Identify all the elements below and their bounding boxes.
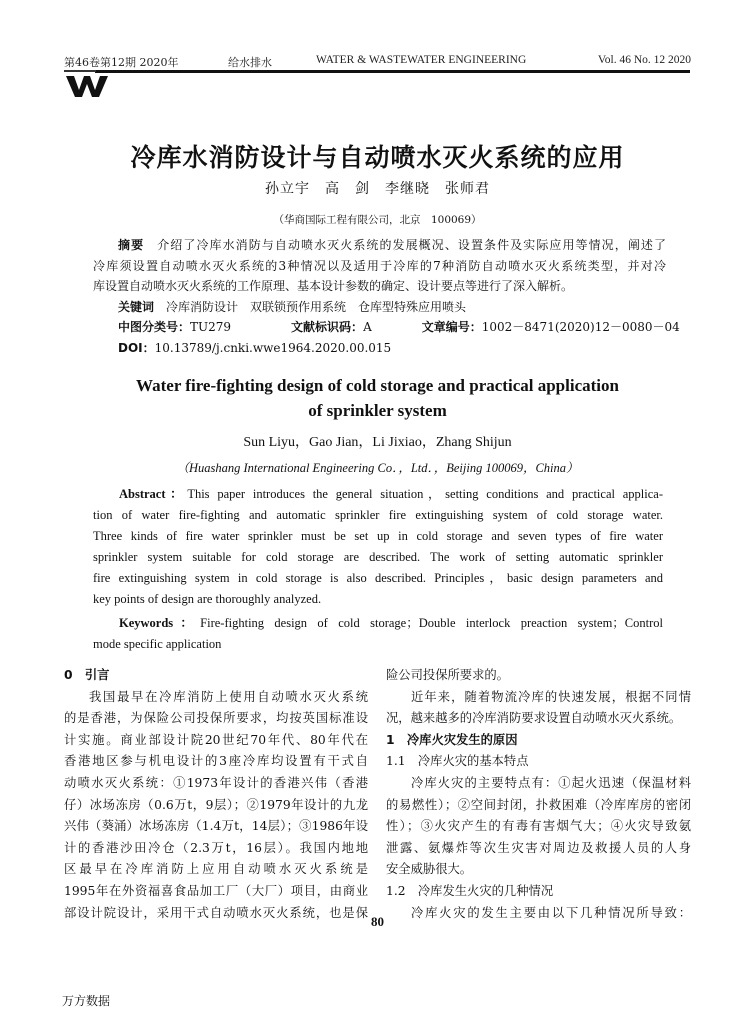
body-line: 仔）冰场冻房（0.6万t，9层）；②1979年设计的九龙 — [64, 797, 368, 812]
body-left-column — [64, 665, 368, 924]
doc-code-value: A — [363, 320, 372, 334]
body-line: 险公司投保所要求的。 — [386, 668, 509, 682]
section-heading: 0 引言 — [64, 668, 110, 682]
abstract-cn-label: 摘要 — [118, 238, 145, 252]
header-journal-en: WATER & WASTEWATER ENGINEERING — [316, 54, 527, 66]
abstract-en-line: key points of design are thoroughly analyzed. — [93, 592, 322, 606]
abstract-cn-line: 介绍了冷库水消防与自动喷水灭火系统的发展概况、设置条件及实际应用等情况，阐述了 — [157, 238, 666, 252]
abstract-en-label: Abstract： — [119, 487, 188, 501]
title-en-line: of sprinkler system — [308, 401, 447, 420]
header-volume: 第46卷第12期 2020年 — [64, 56, 179, 69]
abstract-cn-line: 冷库须设置自动喷水灭火系统的3种情况以及适用于冷库的7种消防自动喷水灭火系统类型，并对冷 — [93, 258, 666, 273]
classification-line — [93, 317, 680, 338]
abstract-en-line: Three kinds of fire water sprinkler must be set up in cold storage and seven types of fire water — [93, 529, 663, 543]
body-line: 计实施。商业部设计院20世纪70年代、80年代在 — [64, 732, 368, 747]
journal-logo-icon — [64, 70, 118, 98]
affiliation-en: （Huashang International Engineering Co．，Ltd．，Beijing 100069，China） — [176, 461, 579, 475]
body-line: 区最早在冷库消防上应用自动喷水灭火系统是 — [64, 862, 368, 877]
abstract-en-line: tion of water fire-fighting and automatic sprinkler fire extinguishing system of cold storage water. — [93, 508, 663, 522]
article-no-value: 1002－8471(2020)12－0080－04 — [481, 320, 680, 334]
abstract-en — [93, 484, 663, 655]
clc-label: 中图分类号： — [118, 320, 191, 334]
header-rule — [95, 70, 690, 73]
body-line: 香港地区参与机电设计的3座冷库均设置有干式自 — [64, 754, 368, 769]
header-journal-cn: 给水排水 — [228, 56, 272, 69]
keywords-en-label: Keywords： — [119, 616, 201, 630]
abstract-cn-line: 库设置自动喷水灭火系统的工作原理、基本设计参数的确定、设计要点等进行了深入解析。 — [93, 279, 574, 293]
body-line: 泄露、氨爆炸等次生灾害对周边及救援人员的人身 — [386, 840, 691, 855]
abstract-en-line: This paper introduces the general situation，setting conditions and practical applica- — [187, 487, 663, 501]
section-heading: 1 冷库火灾发生的原因 — [386, 732, 518, 747]
abstract-en-line: fire extinguishing system in cold storage is also described. Principles，basic design parameters and — [93, 571, 663, 585]
doi-line — [93, 338, 666, 359]
keywords-cn-value: 冷库消防设计 双联锁预作用系统 仓库型特殊应用喷头 — [166, 299, 467, 314]
affiliation-cn: （华商国际工程有限公司，北京 100069） — [273, 214, 482, 226]
page-number: 80 — [371, 914, 384, 929]
subsection-heading: 1.2 冷库发生火灾的几种情况 — [386, 883, 554, 898]
body-line: 安全威胁很大。 — [386, 862, 473, 877]
authors-cn: 孙立宇 高 剑 李继晓 张师君 — [265, 181, 490, 197]
abstract-en-line: sprinkler system suitable for cold storage are described. The work of setting automatic sprinkler — [93, 550, 663, 564]
authors-en: Sun Liyu，Gao Jian，Li Jixiao，Zhang Shijun — [243, 435, 512, 450]
body-line: 动喷水灭火系统：①1973年设计的香港兴伟（香港 — [64, 775, 368, 790]
body-line: 1995年在外资福喜食品加工厂（大厂）项目，由商业 — [64, 883, 368, 898]
paper-title-en — [0, 373, 755, 423]
keywords-cn — [93, 297, 666, 318]
body-line: 我国最早在冷库消防上使用自动喷水灭火系统 — [89, 689, 368, 704]
clc-value: TU279 — [190, 320, 232, 334]
doc-code-label: 文献标识码： — [291, 320, 364, 334]
subsection-heading: 1.1 冷库火灾的基本特点 — [386, 754, 529, 769]
keywords-cn-label: 关键词 — [118, 299, 155, 314]
abstract-cn — [93, 235, 680, 358]
body-line: 的是香港，为保险公司投保所要求，均按英国标准设 — [64, 711, 368, 726]
watermark: 万方数据 — [62, 994, 111, 1008]
title-en-line: Water fire-fighting design of cold storage and practical application — [136, 376, 619, 395]
keywords-en-line: Fire-fighting design of cold storage；Double interlock preaction system；Control — [200, 616, 663, 630]
header-volume-en: Vol. 46 No. 12 2020 — [597, 54, 691, 66]
doi-value: 10.13789/j.cnki.wwe1964.2020.00.015 — [154, 340, 392, 355]
body-line: 的易燃性）；②空间封闭，扑救困难（冷库库房的密闭 — [386, 797, 691, 812]
body-line: 兴伟（葵涌）冰场冻房（1.4万t，14层）；③1986年设 — [64, 819, 368, 834]
doi-label: DOI： — [118, 340, 155, 355]
body-line: 性）；③火灾产生的有毒有害烟气大；④火灾导致氨 — [386, 819, 691, 834]
body-line: 部设计院设计，采用干式自动喷水灭火系统，也是保 — [64, 905, 368, 920]
keywords-en-line: mode specific application — [93, 637, 222, 651]
body-line: 计的香港沙田冷仓（2.3万t，16层）。我国内地地 — [64, 840, 368, 855]
body-line: 冷库火灾的发生主要由以下几种情况所导致： — [411, 905, 691, 920]
body-line: 况，越来越多的冷库消防要求设置自动喷水灭火系统。 — [386, 711, 682, 726]
body-right-column — [386, 665, 691, 924]
body-line: 近年来，随着物流冷库的快速发展，根据不同情 — [411, 689, 691, 704]
paper-title-cn: 冷库水消防设计与自动喷水灭火系统的应用 — [130, 143, 625, 172]
article-no-label: 文章编号： — [421, 320, 482, 334]
body-line: 冷库火灾的主要特点有：①起火迅速（保温材料 — [411, 775, 691, 790]
